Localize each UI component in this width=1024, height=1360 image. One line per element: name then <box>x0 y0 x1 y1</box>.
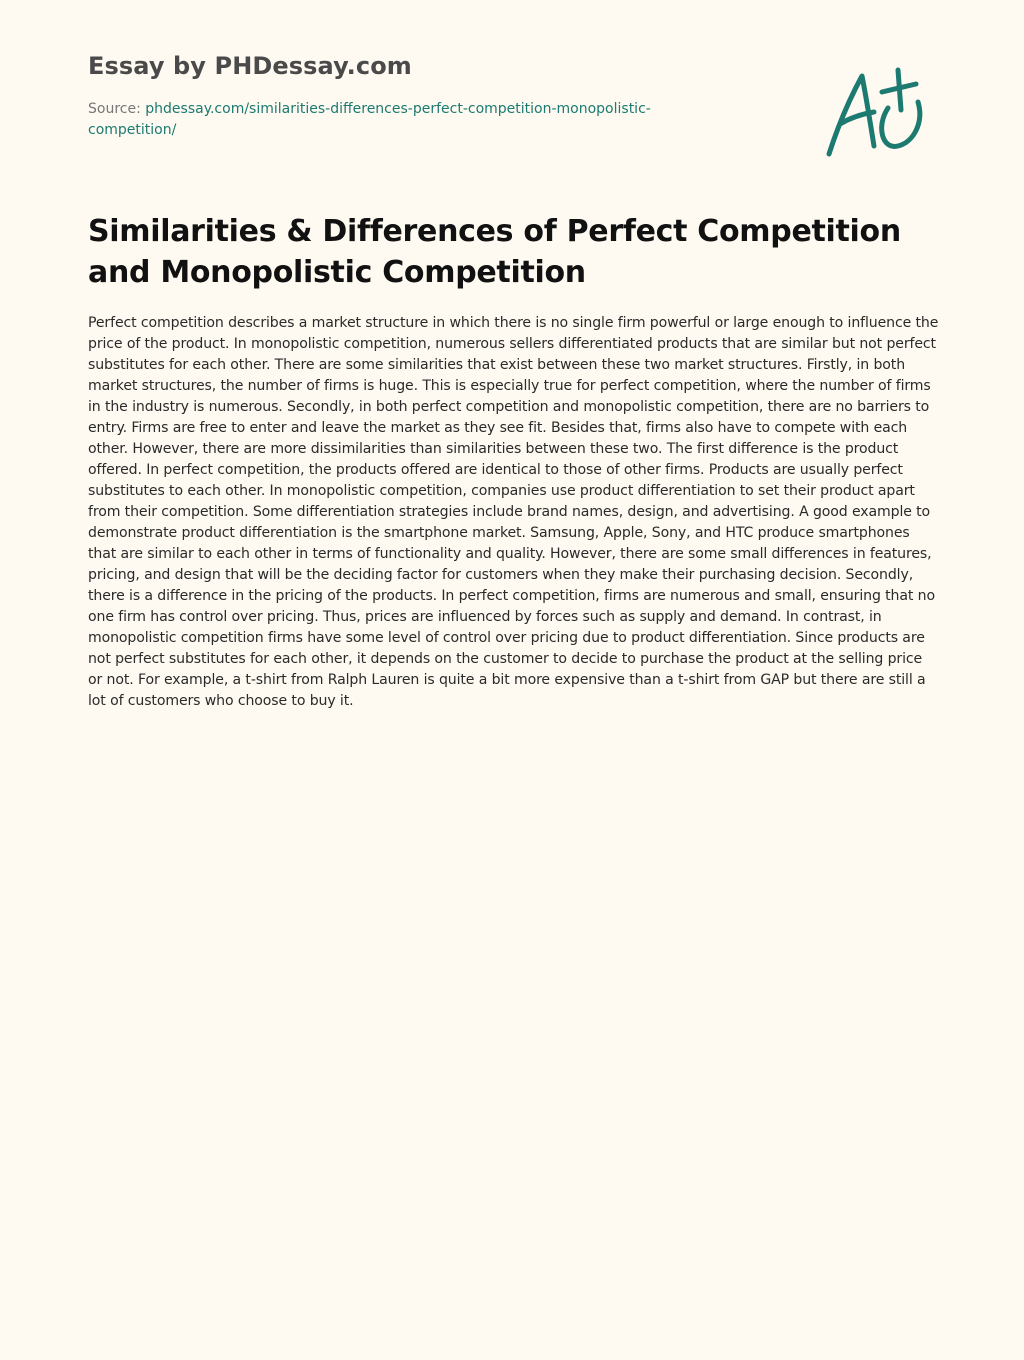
source-link[interactable]: phdessay.com/similarities-differences-perfect-competition-monopolistic-competition/ <box>88 101 651 138</box>
a-plus-logo-icon <box>824 66 928 162</box>
source-line <box>88 99 728 141</box>
source-label: Source: <box>88 101 146 117</box>
page-header <box>88 50 728 141</box>
essay-body: Perfect competition describes a market structure in which there is no single firm powerful or large enough to influence the price of the product. In monopolistic competition, numerous sellers differentiated products that are similar but not perfect substitutes for each other. There are some similarities that exist between these two market structures. Firstly, in both market structures, the number of firms is huge. This is especially true for perfect competition, where the number of firms in the industry is numerous. Secondly, in both perfect competition and monopolistic competition, there are no barriers to entry. Firms are free to enter and leave the market as they see fit. Besides that, firms also have to compete with each other. However, there are more dissimilarities than similarities between these two. The first difference is the product offered. In perfect competition, the products offered are identical to those of other firms. Products are usually perfect substitutes to each other. In monopolistic competition, companies use product differentiation to set their product apart from their competition. Some differentiation strategies include brand names, design, and advertising. A good example to demonstrate product differentiation is the smartphone market. Samsung, Apple, Sony, and HTC produce smartphones that are similar to each other in terms of functionality and quality. However, there are some small differences in features, pricing, and design that will be the deciding factor for customers when they make their purchasing decision. Secondly, there is a difference in the pricing of the products. In perfect competition, firms are numerous and small, ensuring that no one firm has control over pricing. Thus, prices are influenced by forces such as supply and demand. In contrast, in monopolistic competition firms have some level of control over pricing due to product differentiation. Since products are not perfect substitutes for each other, it depends on the customer to decide to purchase the product at the selling price or not. For example, a t-shirt from Ralph Lauren is quite a bit more expensive than a t-shirt from GAP but there are still a lot of customers who choose to buy it. <box>88 315 939 709</box>
site-title: Essay by PHDessay.com <box>88 52 412 80</box>
essay-title: Similarities & Differences of Perfect Competition and Monopolistic Competition <box>88 214 901 290</box>
